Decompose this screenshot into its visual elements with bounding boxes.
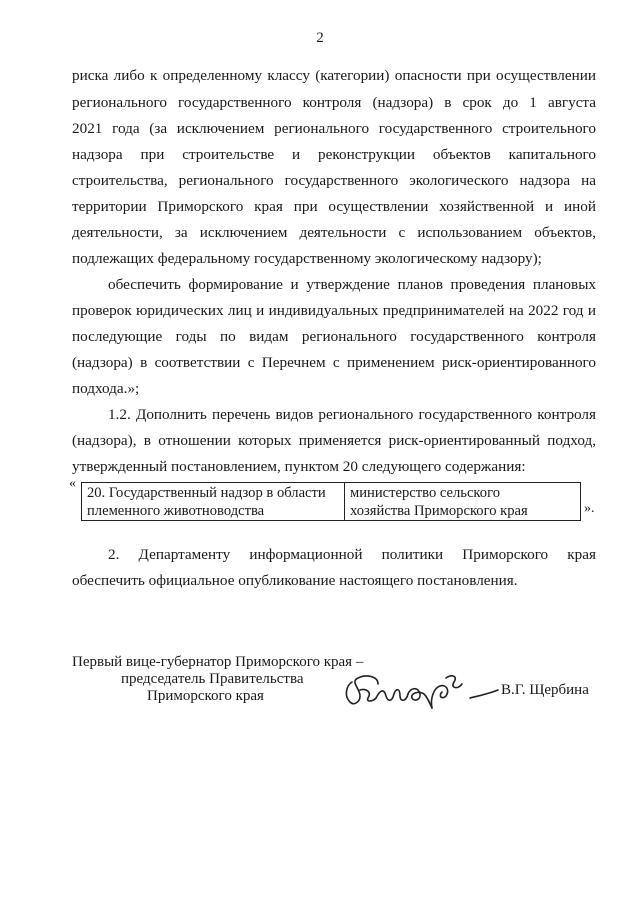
cell-line: министерство сельского [350, 485, 500, 501]
text-line: надзора при строительстве и реконструкции объектов капитального [72, 146, 596, 163]
handwritten-signature [338, 668, 503, 716]
page-number: 2 [316, 30, 324, 46]
text-line: территории Приморского края при осуществлении хозяйственной и иной [72, 198, 596, 215]
text-line: утвержденный постановлением, пунктом 20 следующего содержания: [72, 458, 526, 475]
text-line: регионального государственного контроля (надзора) в срок до 1 августа [72, 94, 596, 111]
signer-position-line: председатель Правительства [121, 671, 304, 687]
text-line: обеспечить официальное опубликование настоящего постановления. [72, 572, 518, 589]
text-line: последующие годы по видам регионального государственного контроля [72, 328, 596, 345]
text-line: (надзора), в отношении которых применяется риск-ориентированный подход, [72, 432, 596, 449]
text-line: подхода.»; [72, 380, 140, 397]
signer-name: В.Г. Щербина [501, 682, 589, 698]
text-line: строительства, регионального государственного экологического надзора на [72, 172, 596, 189]
text-line: 1.2. Дополнить перечень видов регионального государственного контроля [108, 406, 596, 423]
table-cell-authority [345, 483, 581, 521]
table-row [82, 483, 581, 521]
text-line: 2021 года (за исключением регионального государственного строительного [72, 120, 596, 137]
text-line: (надзора) в соответствии с Перечнем с применением риск-ориентированного [72, 354, 596, 371]
cell-line: хозяйства Приморского края [350, 503, 528, 519]
text-line: риска либо к определенному классу (категории) опасности при осуществлении [72, 67, 596, 84]
cell-line: племенного животноводства [87, 503, 265, 519]
text-line: деятельности, за исключением деятельности с использованием объектов, [72, 224, 596, 241]
signer-position-line: Первый вице-губернатор Приморского края – [72, 654, 364, 670]
text-line: подлежащих федеральному государственному экологическому надзору); [72, 250, 542, 267]
quote-close: ». [584, 501, 595, 516]
inserted-item-table [81, 482, 581, 521]
signer-position-line: Приморского края [147, 688, 264, 704]
text-line: обеспечить формирование и утверждение планов проведения плановых [108, 276, 596, 293]
text-line: проверок юридических лиц и индивидуальных предпринимателей на 2022 год и [72, 302, 596, 319]
table-cell-control-type [82, 483, 345, 521]
text-line: 2. Департаменту информационной политики Приморского края [108, 546, 596, 563]
quote-open: « [69, 476, 76, 491]
cell-line: 20. Государственный надзор в области [87, 485, 326, 501]
